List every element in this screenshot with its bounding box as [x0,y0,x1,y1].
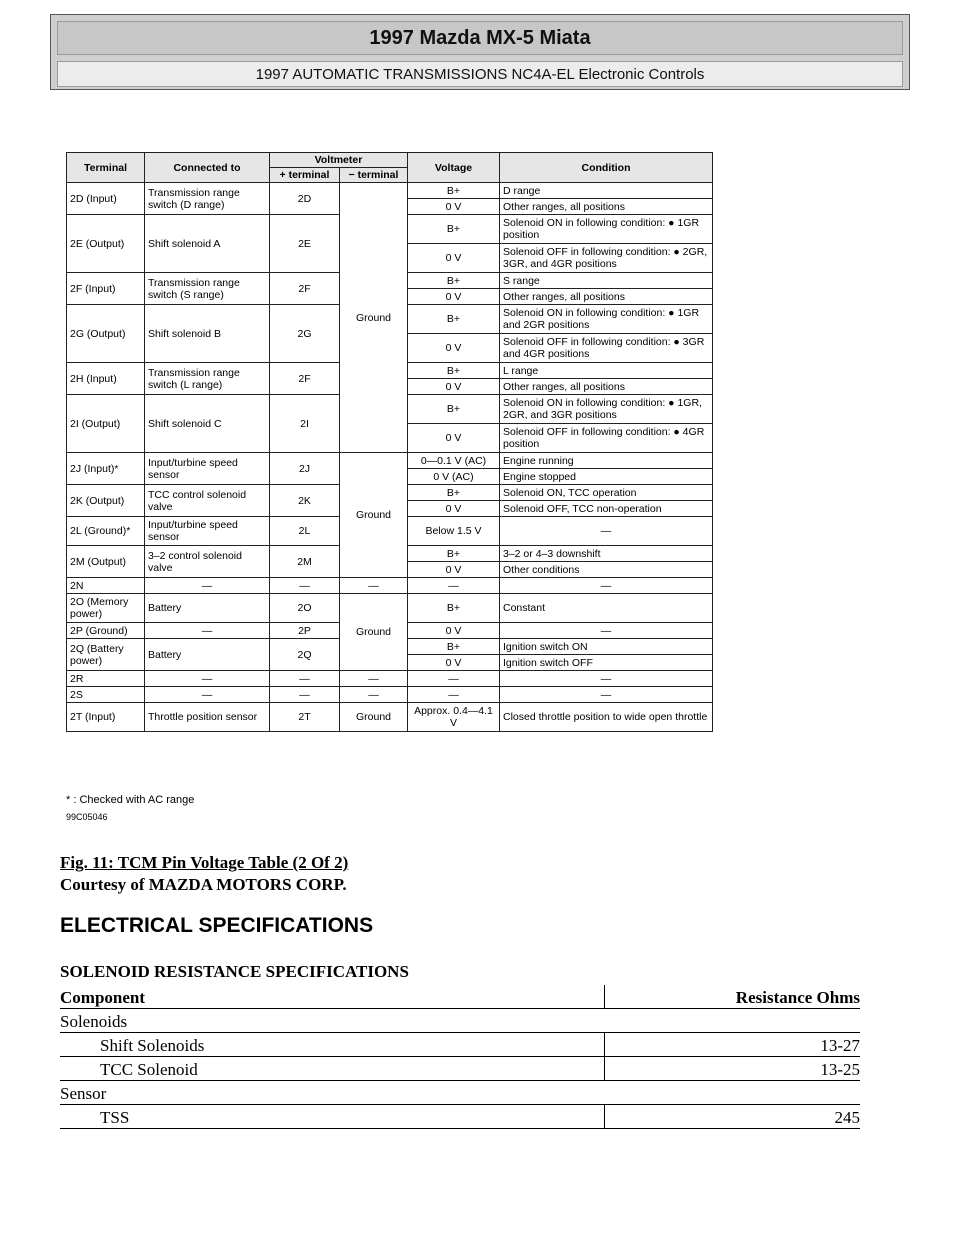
connected-cell: Shift solenoid C [145,395,270,453]
voltage-cell: — [408,578,500,594]
voltage-cell: B+ [408,395,500,424]
ground-cell: Ground [340,453,408,578]
voltage-cell: 0 V [408,289,500,305]
voltage-cell: B+ [408,485,500,501]
figure-caption-title: Fig. 11: TCM Pin Voltage Table (2 Of 2) [60,853,349,872]
condition-cell: Solenoid ON, TCC operation [500,485,713,501]
spec-value-cell: 13-25 [604,1057,860,1081]
condition-cell: Engine running [500,453,713,469]
minus-cell: — [340,578,408,594]
connected-cell: — [145,578,270,594]
condition-cell: Other ranges, all positions [500,289,713,305]
voltage-cell: 0 V [408,424,500,453]
minus-cell: — [340,671,408,687]
voltage-cell: B+ [408,183,500,199]
page-subtitle: 1997 AUTOMATIC TRANSMISSIONS NC4A-EL Electronic Controls [255,65,705,83]
plus-cell: 2F [270,363,340,395]
connected-cell: — [145,623,270,639]
col-component: Component [60,985,604,1009]
plus-cell: — [270,578,340,594]
plus-cell: 2I [270,395,340,453]
col-voltage: Voltage [408,153,500,183]
condition-cell: D range [500,183,713,199]
plus-cell: 2E [270,215,340,273]
condition-cell: Constant [500,594,713,623]
condition-cell: Other ranges, all positions [500,379,713,395]
voltage-cell: B+ [408,546,500,562]
spec-group-row: Sensor [60,1081,860,1105]
minus-cell: Ground [340,703,408,732]
subsection-title: SOLENOID RESISTANCE SPECIFICATIONS [60,962,409,981]
col-voltmeter: Voltmeter [270,153,408,168]
voltage-cell: B+ [408,363,500,379]
connected-cell: Battery [145,594,270,623]
connected-cell: Shift solenoid A [145,215,270,273]
voltage-cell: 0 V [408,623,500,639]
spec-value-cell: 13-27 [604,1033,860,1057]
voltage-cell: 0 V [408,334,500,363]
voltage-cell: 0 V [408,244,500,273]
condition-cell: Other ranges, all positions [500,199,713,215]
voltage-cell: B+ [408,305,500,334]
voltage-cell: 0 V [408,655,500,671]
condition-cell: 3–2 or 4–3 downshift [500,546,713,562]
plus-cell: 2Q [270,639,340,671]
condition-cell: Ignition switch OFF [500,655,713,671]
col-terminal: Terminal [67,153,145,183]
condition-cell: — [500,671,713,687]
col-condition: Condition [500,153,713,183]
terminal-cell: 2O (Memory power) [67,594,145,623]
condition-cell: Engine stopped [500,469,713,485]
plus-cell: 2P [270,623,340,639]
terminal-cell: 2E (Output) [67,215,145,273]
spec-component-cell: TSS [60,1105,604,1129]
connected-cell: TCC control solenoid valve [145,485,270,517]
col-plus-terminal: + terminal [270,168,340,183]
plus-cell: 2G [270,305,340,363]
terminal-cell: 2G (Output) [67,305,145,363]
condition-cell: — [500,623,713,639]
terminal-cell: 2P (Ground) [67,623,145,639]
plus-cell: 2M [270,546,340,578]
connected-cell: Transmission range switch (L range) [145,363,270,395]
terminal-cell: 2H (Input) [67,363,145,395]
figure-code: 99C05046 [66,812,108,822]
condition-cell: Solenoid OFF in following condition: ● 2GR, 3GR, and 4GR positions [500,244,713,273]
header-subtitle-bar [57,61,903,87]
ground-cell: Ground [340,594,408,671]
voltage-cell: 0—0.1 V (AC) [408,453,500,469]
voltage-cell: 0 V [408,379,500,395]
terminal-cell: 2M (Output) [67,546,145,578]
terminal-cell: 2F (Input) [67,273,145,305]
voltage-cell: — [408,671,500,687]
terminal-cell: 2J (Input)* [67,453,145,485]
voltage-cell: — [408,687,500,703]
condition-cell: Solenoid ON in following condition: ● 1GR and 2GR positions [500,305,713,334]
voltage-cell: 0 V [408,562,500,578]
figure-caption [60,852,348,896]
voltage-cell: B+ [408,273,500,289]
voltage-cell: Approx. 0.4—4.1 V [408,703,500,732]
spec-component-cell: Shift Solenoids [60,1033,604,1057]
solenoid-resistance-table [60,985,860,1129]
connected-cell: 3–2 control solenoid valve [145,546,270,578]
connected-cell: Input/turbine speed sensor [145,453,270,485]
col-connected-to: Connected to [145,153,270,183]
condition-cell: Solenoid OFF in following condition: ● 4GR position [500,424,713,453]
voltage-cell: B+ [408,215,500,244]
page-header [50,14,910,90]
terminal-cell: 2D (Input) [67,183,145,215]
plus-cell: 2K [270,485,340,517]
plus-cell: 2J [270,453,340,485]
terminal-cell: 2S [67,687,145,703]
minus-cell: — [340,687,408,703]
figure-caption-courtesy: Courtesy of MAZDA MOTORS CORP. [60,875,347,894]
plus-cell: 2D [270,183,340,215]
connected-cell: Transmission range switch (S range) [145,273,270,305]
tcm-voltage-figure [66,152,712,826]
voltage-cell: 0 V (AC) [408,469,500,485]
connected-cell: Shift solenoid B [145,305,270,363]
connected-cell: Transmission range switch (D range) [145,183,270,215]
plus-cell: 2F [270,273,340,305]
figure-footnote: * : Checked with AC range [66,794,195,806]
condition-cell: Solenoid OFF, TCC non-operation [500,501,713,517]
voltage-cell: Below 1.5 V [408,517,500,546]
section-title: ELECTRICAL SPECIFICATIONS [60,914,374,937]
condition-cell: Solenoid OFF in following condition: ● 3GR and 4GR positions [500,334,713,363]
terminal-cell: 2K (Output) [67,485,145,517]
terminal-cell: 2T (Input) [67,703,145,732]
spec-value-cell: 245 [604,1105,860,1129]
connected-cell: Battery [145,639,270,671]
condition-cell: S range [500,273,713,289]
voltage-cell: B+ [408,639,500,655]
connected-cell: Throttle position sensor [145,703,270,732]
condition-cell: — [500,578,713,594]
page-title: 1997 Mazda MX-5 Miata [369,26,591,49]
condition-cell: Solenoid ON in following condition: ● 1GR, 2GR, and 3GR positions [500,395,713,424]
tcm-voltage-table [66,152,713,732]
voltage-cell: 0 V [408,199,500,215]
condition-cell: Other conditions [500,562,713,578]
connected-cell: — [145,687,270,703]
spec-group-row: Solenoids [60,1009,860,1033]
condition-cell: L range [500,363,713,379]
plus-cell: — [270,687,340,703]
plus-cell: — [270,671,340,687]
terminal-cell: 2N [67,578,145,594]
plus-cell: 2T [270,703,340,732]
condition-cell: — [500,517,713,546]
condition-cell: Solenoid ON in following condition: ● 1GR position [500,215,713,244]
plus-cell: 2L [270,517,340,546]
terminal-cell: 2R [67,671,145,687]
terminal-cell: 2L (Ground)* [67,517,145,546]
connected-cell: — [145,671,270,687]
voltage-cell: 0 V [408,501,500,517]
terminal-cell: 2I (Output) [67,395,145,453]
col-minus-terminal: − terminal [340,168,408,183]
condition-cell: — [500,687,713,703]
condition-cell: Ignition switch ON [500,639,713,655]
connected-cell: Input/turbine speed sensor [145,517,270,546]
header-title-bar [57,21,903,55]
voltage-cell: B+ [408,594,500,623]
condition-cell: Closed throttle position to wide open throttle [500,703,713,732]
terminal-cell: 2Q (Battery power) [67,639,145,671]
plus-cell: 2O [270,594,340,623]
ground-cell: Ground [340,183,408,453]
spec-component-cell: TCC Solenoid [60,1057,604,1081]
col-resistance: Resistance Ohms [604,985,860,1009]
